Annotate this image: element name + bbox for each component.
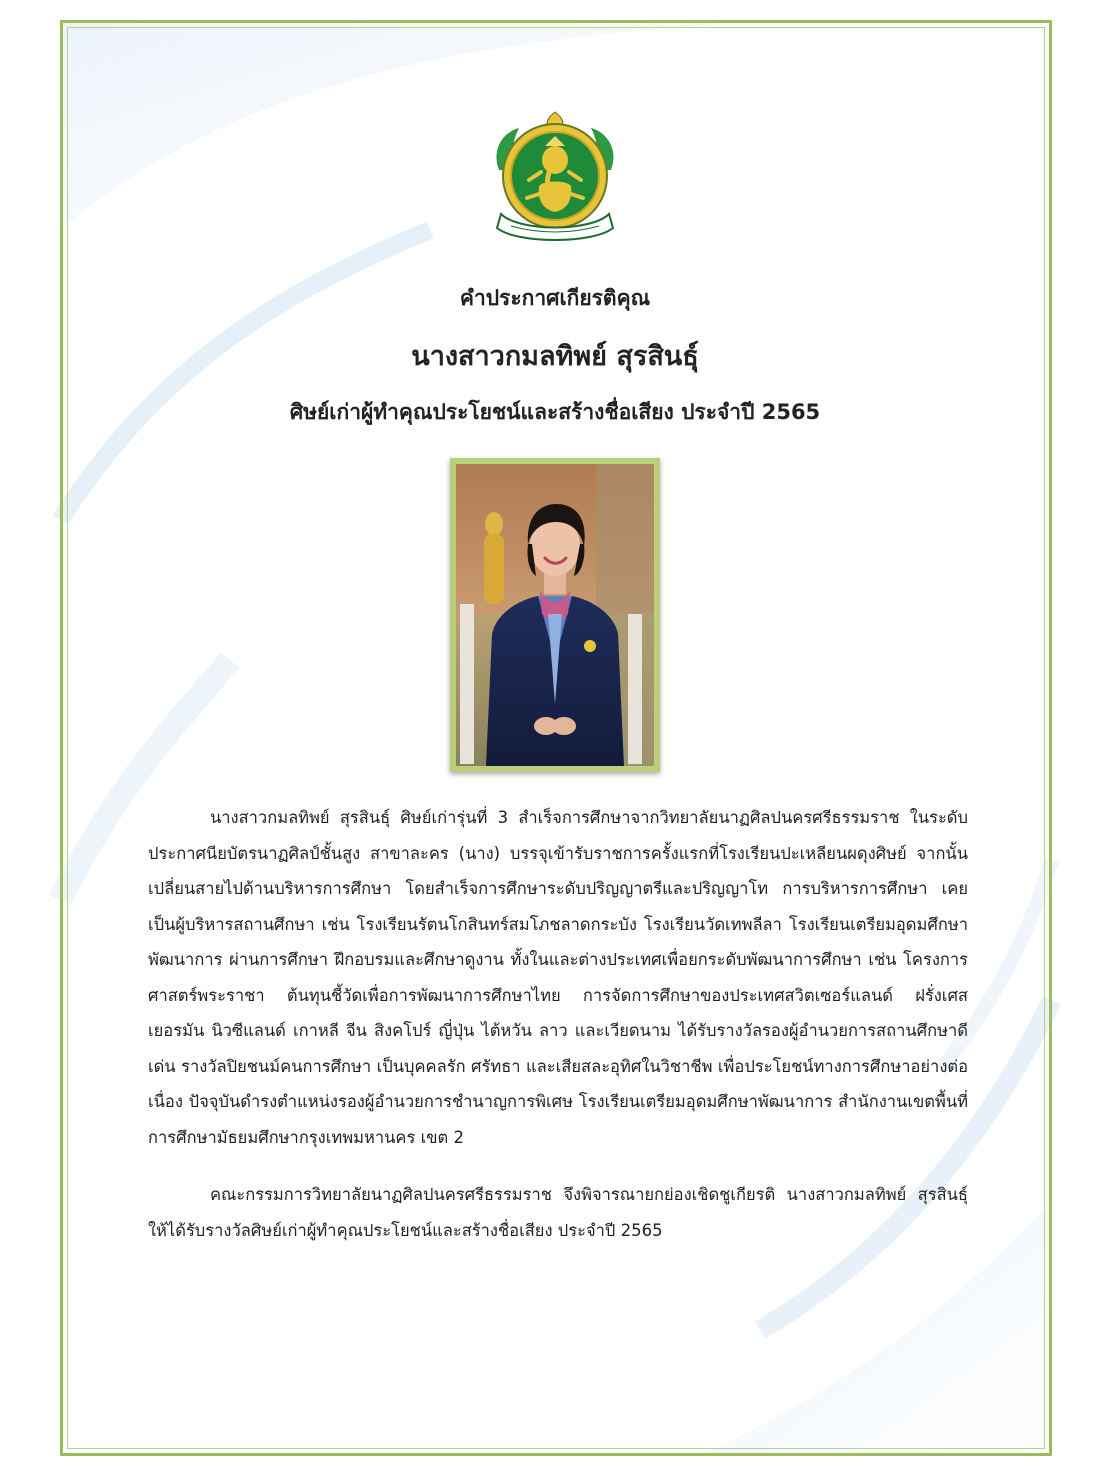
- honoree-portrait-icon: [456, 464, 654, 766]
- citation-body: [148, 800, 968, 1248]
- portrait-frame: [450, 458, 660, 772]
- award-title: ศิษย์เก่าผู้ทำคุณประโยชน์และสร้างชื่อเสียง ประจำปี 2565: [289, 400, 821, 424]
- honoree-name: นางสาวกมลทิพย์ สุรสินธุ์: [411, 341, 699, 372]
- certificate-heading: คำประกาศเกียรติคุณ: [459, 286, 651, 310]
- ganesha-emblem-icon: [489, 110, 621, 245]
- citation-paragraph: คณะกรรมการวิทยาลัยนาฏศิลปนครศรีธรรมราช จึงพิจารณายกย่องเชิดชูเกียรติ นางสาวกมลทิพย์ สุรสินธุ์ ให้ได้รับรางวัลศิษย์เก่าผู้ทำคุณประโยชน์และสร้างชื่อเสียง ประจำปี 2565: [148, 1185, 968, 1240]
- citation-paragraph: นางสาวกมลทิพย์ สุรสินธุ์ ศิษย์เก่ารุ่นที่ 3 สำเร็จการศึกษาจากวิทยาลัยนาฏศิลปนครศรีธรรมราช ในระดับประกาศนียบัตรนาฏศิลป์ชั้นสูง สาขาละคร (นาง) บรรจุเข้ารับราชการครั้งแรกที่โรงเรียนปะเหลียนผดุงศิษย์ จากนั้นเปลี่ยนสายไปด้านบริหารการศึกษา โดยสำเร็จการศึกษาระดับปริญญาตรีและปริญญาโท การบริหารการศึกษา เคยเป็นผู้บริหารสถานศึกษา เช่น โรงเรียนรัตนโกสินทร์สมโภชลาดกระบัง โรงเรียนวัดเทพลีลา โรงเรียนเตรียมอุดมศึกษาพัฒนาการ ผ่านการศึกษา ฝึกอบรมและศึกษาดูงาน ทั้งในและต่างประเทศเพื่อยกระดับพัฒนาการศึกษา เช่น โครงการศาสตร์พระราชา ต้นทุนชี้วัดเพื่อการพัฒนาการศึกษาไทย การจัดการศึกษาของประเทศสวิตเซอร์แลนด์ ฝรั่งเศส เยอรมัน นิวซีแลนด์ เกาหลี จีน สิงคโปร์ ญี่ปุ่น ไต้หวัน ลาว และเวียดนาม ได้รับรางวัลรองผู้อำนวยการสถานศึกษาดีเด่น รางวัลปิยชนม์คนการศึกษา เป็นบุคคลรัก ศรัทธา และเสียสละอุทิศในวิชาชีพ เพื่อประโยชน์ทางการศึกษาอย่างต่อเนื่อง ปัจจุบันดำรงตำแหน่งรองผู้อำนวยการชำนาญการพิเศษ โรงเรียนเตรียมอุดมศึกษาพัฒนาการ สำนักงานเขตพื้นที่การศึกษามัธยมศึกษากรุงเทพมหานคร เขต 2: [148, 808, 968, 1147]
